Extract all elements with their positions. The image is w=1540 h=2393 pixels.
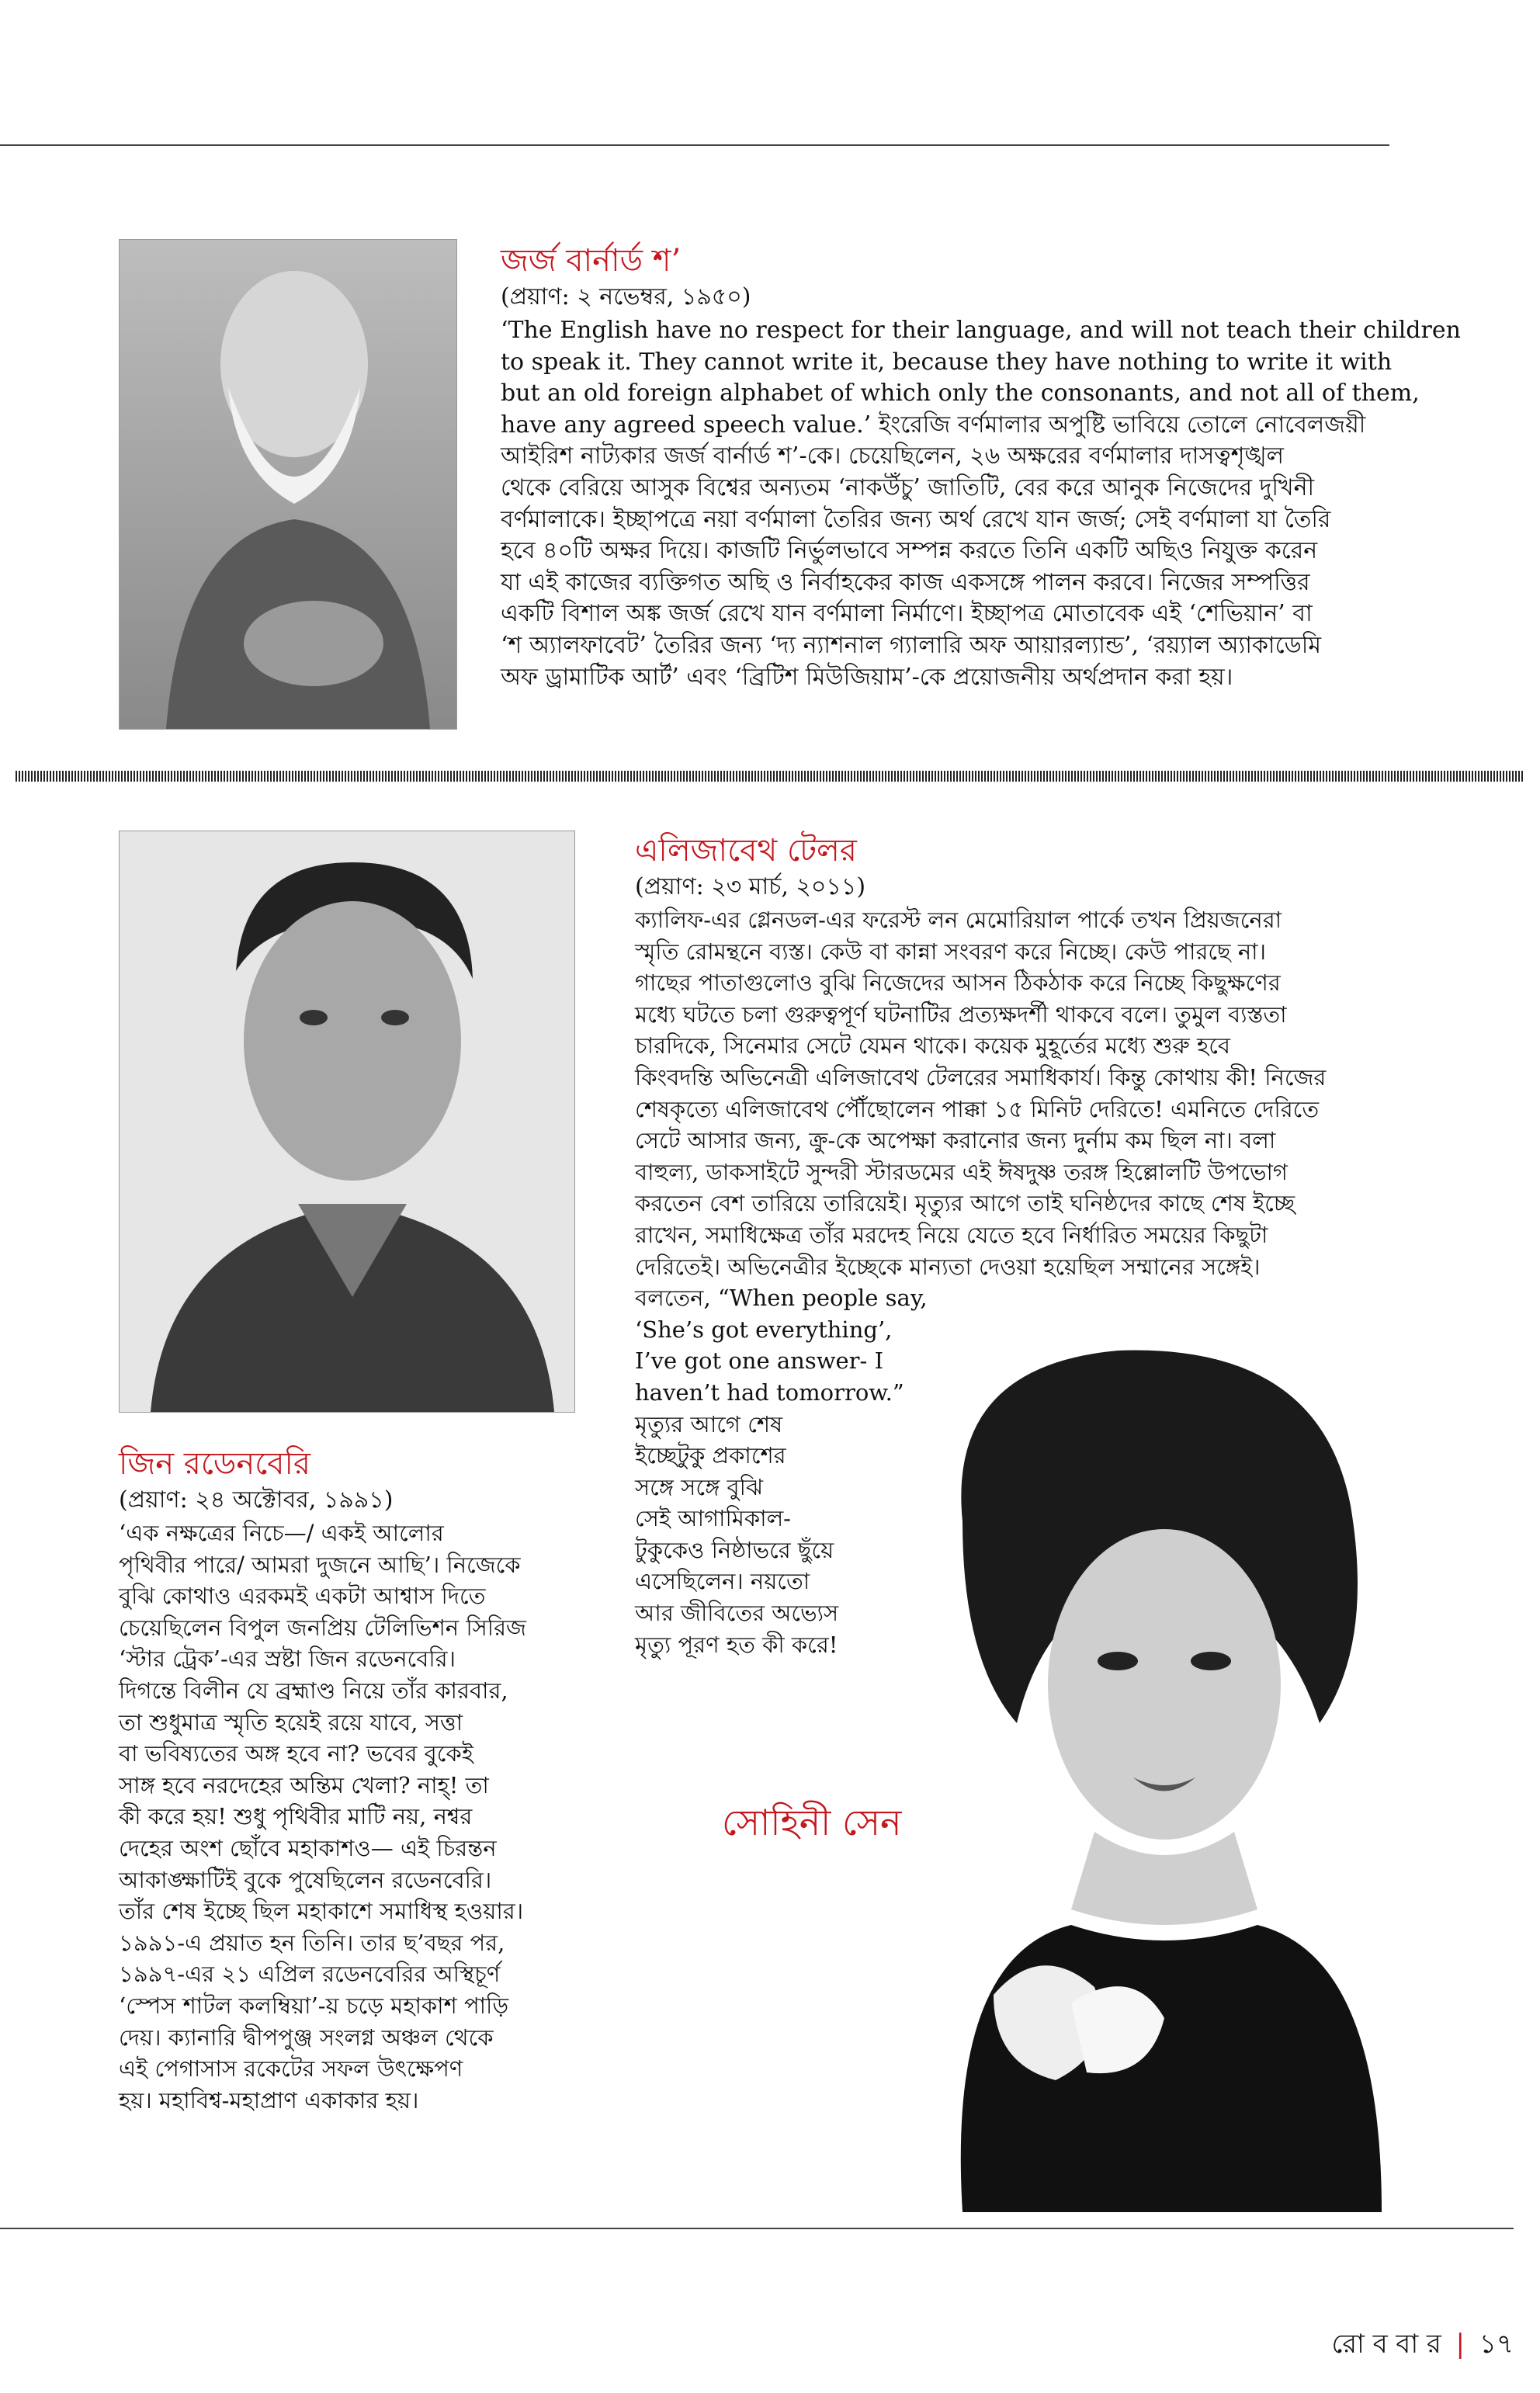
- taylor-date: (প্রয়াণ: ২৩ মার্চ, ২০১১): [635, 873, 866, 900]
- roddenberry-line: দেহের অংশ ছোঁবে মহাকাশও— এই চিরন্তন: [119, 1834, 497, 1861]
- top-rule: [0, 144, 1389, 146]
- roddenberry-line: হয়। মহাবিশ্ব-মহাপ্রাণ একাকার হয়।: [119, 2086, 419, 2114]
- taylor-line: haven’t had tomorrow.”: [635, 1379, 904, 1406]
- roddenberry-photo: [119, 831, 575, 1413]
- roddenberry-title: জিন রডেনবেরি: [119, 1446, 310, 1482]
- taylor-line: গাছের পাতাগুলোও বুঝি নিজেদের আসন ঠিকঠাক করে নিচ্ছে কিছুক্ষণের: [635, 969, 1281, 997]
- roddenberry-line: পৃথিবীর পারে/ আমরা দুজনে আছি’। নিজেকে: [119, 1551, 521, 1578]
- taylor-line: আর জীবিতের অভ্যেস: [635, 1600, 839, 1627]
- taylor-line: বলতেন, “When people say,: [635, 1285, 928, 1312]
- shaw-body: [501, 315, 1461, 693]
- taylor-line: সেটে আসার জন্য, ক্রু-কে অপেক্ষা করানোর জন্য দুর্নাম কম ছিল না। বলা: [635, 1127, 1276, 1154]
- taylor-line: ‘She’s got everything’,: [635, 1316, 893, 1343]
- author-byline: সোহিনী সেন: [722, 1802, 902, 1843]
- taylor-line: টুকুকেও নিষ্ঠাভরে ছুঁয়ে: [635, 1536, 834, 1563]
- taylor-line: করতেন বেশ তারিয়ে তারিয়েই। মৃত্যুর আগে তাই ঘনিষ্ঠদের কাছে শেষ ইচ্ছে: [635, 1190, 1295, 1217]
- shaw-line: ‘শ অ্যালফাবেট’ তৈরির জন্য ‘দ্য ন্যাশনাল গ্যালারি অফ আয়ারল্যান্ড’, ‘রয়্যাল অ্যাকাডেমি: [501, 631, 1321, 659]
- roddenberry-line: চেয়েছিলেন বিপুল জনপ্রিয় টেলিভিশন সিরিজ: [119, 1614, 526, 1641]
- taylor-line: ক্যালিফ-এর গ্লেনডল-এর ফরেস্ট লন মেমোরিয়াল পার্কে তখন প্রিয়জনেরা: [635, 907, 1282, 933]
- taylor-line: মৃত্যুর আগে শেষ: [635, 1410, 783, 1438]
- shaw-line: হবে ৪০টি অক্ষর দিয়ে। কাজটি নির্ভুলভাবে সম্পন্ন করতে তিনি একটি অছিও নিযুক্ত করেন: [501, 537, 1318, 565]
- shaw-date: (প্রয়াণ: ২ নভেম্বর, ১৯৫০): [501, 283, 751, 310]
- roddenberry-line: বুঝি কোথাও এরকমই একটা আশ্বাস দিতে: [119, 1583, 486, 1610]
- bottom-rule: [0, 2228, 1514, 2229]
- taylor-line: I’ve got one answer- I: [635, 1347, 884, 1375]
- taylor-line: ইচ্ছেটুকু প্রকাশের: [635, 1442, 786, 1469]
- taylor-photo: [916, 1320, 1397, 2212]
- roddenberry-line: সাঙ্গ হবে নরদেহের অন্তিম খেলা? নাহ্! তা: [119, 1771, 489, 1798]
- taylor-line: স্মৃতি রোমন্থনে ব্যস্ত। কেউ বা কান্না সংবরণ করে নিচ্ছে। কেউ পারছে না।: [635, 938, 1266, 965]
- taylor-line: বাহুল্য, ডাকসাইটে সুন্দরী স্টারডমের এই ঈষদুষ্ণ তরঙ্গ হিল্লোলটি উপভোগ: [635, 1158, 1288, 1185]
- shaw-photo: [119, 239, 457, 730]
- shaw-line: যা এই কাজের ব্যক্তিগত অছি ও নির্বাহকের কাজ একসঙ্গে পালন করবে। নিজের সম্পত্তির: [501, 568, 1310, 596]
- shaw-line: have any agreed speech value.’ ইংরেজি বর্ণমালার অপুষ্টি ভাবিয়ে তোলে নোবেলজয়ী: [501, 411, 1366, 439]
- roddenberry-line: এই পেগাসাস রকেটের সফল উৎক্ষেপণ: [119, 2055, 463, 2083]
- roddenberry-line: দিগন্তে বিলীন যে ব্রহ্মাণ্ড নিয়ে তাঁর কারবার,: [119, 1677, 508, 1704]
- page-footer: [1332, 2327, 1514, 2361]
- taylor-line: এসেছিলেন। নয়তো: [635, 1568, 810, 1595]
- shaw-line: to speak it. They cannot write it, because they have nothing to write it with: [501, 348, 1393, 376]
- roddenberry-line: বা ভবিষ্যতের অঙ্গ হবে না? ভবের বুকেই: [119, 1740, 473, 1767]
- roddenberry-line: ১৯৯১-এ প্রয়াত হন তিনি। তার ছ’বছর পর,: [119, 1929, 505, 1956]
- shaw-line: বর্ণমালাকে। ইচ্ছাপত্রে নয়া বর্ণমালা তৈরির জন্য অর্থ রেখে যান জর্জ; সেই বর্ণমালা যা তৈরি: [501, 505, 1331, 533]
- shaw-title: জর্জ বার্নার্ড শ’: [501, 243, 682, 279]
- shaw-line: আইরিশ নাট্যকার জর্জ বার্নার্ড শ’-কে। চেয়েছিলেন, ২৬ অক্ষরের বর্ণমালার দাসত্বশৃঙ্খল: [501, 442, 1284, 470]
- shaw-line: থেকে বেরিয়ে আসুক বিশ্বের অন্যতম ‘নাকউঁচু’ জাতিটি, বের করে আনুক নিজেদের দুখিনী: [501, 473, 1315, 501]
- taylor-line: সঙ্গে সঙ্গে বুঝি: [635, 1473, 763, 1500]
- roddenberry-date: (প্রয়াণ: ২৪ অক্টোবর, ১৯৯১): [119, 1486, 394, 1514]
- page-number: ১৭: [1479, 2329, 1514, 2360]
- roddenberry-line: ‘স্টার ট্রেক’-এর স্রষ্টা জিন রডেনবেরি।: [119, 1646, 456, 1673]
- magazine-name: রো ব বা র: [1331, 2329, 1441, 2360]
- roddenberry-line: ১৯৯৭-এর ২১ এপ্রিল রডেনবেরির অস্থিচূর্ণ: [119, 1961, 501, 1988]
- roddenberry-line: দেয়। ক্যানারি দ্বীপপুঞ্জ সংলগ্ন অঞ্চল থেকে: [119, 2024, 494, 2051]
- shaw-line: অফ ড্রামাটিক আর্ট’ এবং ‘ব্রিটিশ মিউজিয়াম’-কে প্রয়োজনীয় অর্থপ্রদান করা হয়।: [501, 663, 1233, 691]
- roddenberry-line: তাঁর শেষ ইচ্ছে ছিল মহাকাশে সমাধিস্থ হওয়ার।: [119, 1898, 524, 1925]
- roddenberry-line: ‘স্পেস শাটল কলম্বিয়া’-য় চড়ে মহাকাশ পাড়ি: [119, 1992, 509, 2019]
- taylor-line: রাখেন, সমাধিক্ষেত্র তাঁর মরদেহ নিয়ে যেতে হবে নির্ধারিত সময়ের কিছুটা: [635, 1221, 1268, 1248]
- taylor-line: মৃত্যু পূরণ হত কী করে!: [635, 1631, 838, 1658]
- taylor-title: এলিজাবেথ টেলর: [635, 833, 857, 869]
- taylor-line: চারদিকে, সিনেমার সেটে যেমন থাকে। কয়েক মুহূর্তের মধ্যে শুরু হবে: [635, 1032, 1230, 1060]
- taylor-line: মধ্যে ঘটতে চলা গুরুত্বপূর্ণ ঘটনাটির প্রত্যক্ষদর্শী থাকবে বলে। তুমুল ব্যস্ততা: [635, 1001, 1287, 1028]
- shaw-line: একটি বিশাল অঙ্ক জর্জ রেখে যান বর্ণমালা নির্মাণে। ইচ্ছাপত্র মোতাবেক এই ‘শেভিয়ান’ বা: [501, 600, 1313, 628]
- taylor-line: সেই আগামিকাল-: [635, 1505, 791, 1532]
- footer-separator: |: [1455, 2329, 1465, 2360]
- taylor-line: দেরিতেই। অভিনেত্রীর ইচ্ছেকে মান্যতা দেওয়া হয়েছিল সম্মানের সঙ্গেই।: [635, 1253, 1261, 1280]
- taylor-line: শেষকৃত্যে এলিজাবেথ পৌঁছোলেন পাক্কা ১৫ মিনিট দেরিতে! এমনিতে দেরিতে: [635, 1095, 1320, 1122]
- taylor-line: কিংবদন্তি অভিনেত্রী এলিজাবেথ টেলরের সমাধিকার্য। কিন্তু কোথায় কী! নিজের: [635, 1063, 1327, 1091]
- shaw-line: ‘The English have no respect for their language, and will not teach their children: [501, 317, 1461, 344]
- section-divider: [16, 771, 1524, 782]
- roddenberry-body: [119, 1517, 623, 2116]
- roddenberry-line: তা শুধুমাত্র স্মৃতি হয়েই রয়ে যাবে, সত্তা: [119, 1708, 463, 1736]
- roddenberry-line: আকাঙ্ক্ষাটিই বুকে পুষেছিলেন রডেনবেরি।: [119, 1866, 492, 1893]
- shaw-line: but an old foreign alphabet of which only the consonants, and not all of them,: [501, 380, 1420, 408]
- roddenberry-line: কী করে হয়! শুধু পৃথিবীর মাটি নয়, নশ্বর: [119, 1803, 473, 1830]
- roddenberry-line: ‘এক নক্ষত্রের নিচে—/ একই আলোর: [119, 1520, 444, 1546]
